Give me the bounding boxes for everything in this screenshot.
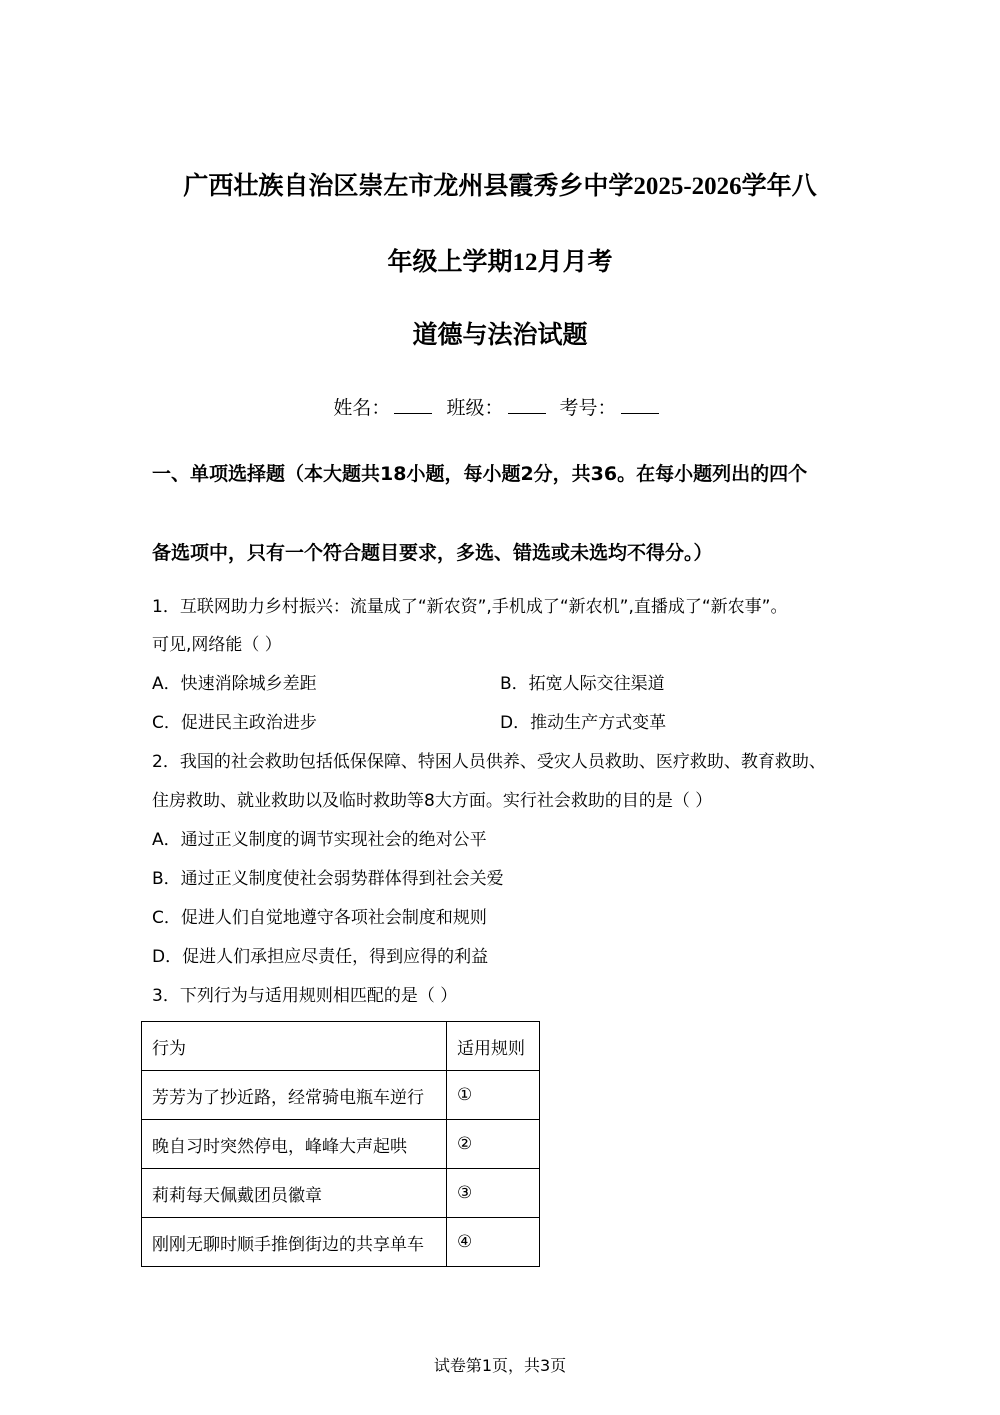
table-cell: ③ bbox=[447, 1169, 540, 1218]
q3-stem: 3．下列行为与适用规则相匹配的是（ ） bbox=[152, 986, 458, 1006]
table-row bbox=[142, 1169, 540, 1218]
exam-title-line1: 广西壮族自治区崇左市龙州县霞秀乡中学2025-2026学年八 bbox=[183, 173, 817, 200]
q3-table bbox=[141, 1021, 540, 1267]
q2-option-a: A．通过正义制度的调节实现社会的绝对公平 bbox=[152, 830, 487, 850]
table-cell: 晚自习时突然停电，峰峰大声起哄 bbox=[142, 1120, 447, 1169]
q1-option-b: B．拓宽人际交往渠道 bbox=[500, 674, 665, 694]
table-header-cell: 适用规则 bbox=[447, 1022, 540, 1071]
table-cell: 芳芳为了抄近路，经常骑电瓶车逆行 bbox=[142, 1071, 447, 1120]
table-cell: ④ bbox=[447, 1218, 540, 1267]
table-header-cell: 行为 bbox=[142, 1022, 447, 1071]
q1-stem-line1: 1．互联网助力乡村振兴：流量成了“新农资”,手机成了“新农机”,直播成了“新农事”。 bbox=[152, 597, 788, 617]
q1-option-d: D．推动生产方式变革 bbox=[500, 713, 667, 733]
q2-option-d: D．促进人们承担应尽责任，得到应得的利益 bbox=[152, 947, 489, 967]
table-cell: ② bbox=[447, 1120, 540, 1169]
q1-option-c: C．促进民主政治进步 bbox=[152, 713, 317, 733]
q1-stem-line2: 可见,网络能（ ） bbox=[152, 635, 282, 655]
table-cell: 莉莉每天佩戴团员徽章 bbox=[142, 1169, 447, 1218]
exam-no-blank bbox=[621, 395, 659, 414]
q2-option-b: B．通过正义制度使社会弱势群体得到社会关爱 bbox=[152, 869, 504, 889]
q2-option-c: C．促进人们自觉地遵守各项社会制度和规则 bbox=[152, 908, 487, 928]
table-row bbox=[142, 1218, 540, 1267]
student-info bbox=[0, 395, 1000, 420]
table-header-row bbox=[142, 1022, 540, 1071]
table-cell: ① bbox=[447, 1071, 540, 1120]
name-blank bbox=[394, 395, 432, 414]
exam-title-line2: 年级上学期12月月考 bbox=[387, 249, 613, 276]
table-row bbox=[142, 1120, 540, 1169]
section-heading-line1: 一、单项选择题（本大题共18小题，每小题2分，共36。在每小题列出的四个 bbox=[152, 463, 808, 485]
class-blank bbox=[508, 395, 546, 414]
name-label: 姓名： bbox=[333, 397, 391, 419]
table-row bbox=[142, 1071, 540, 1120]
q2-stem-line1: 2．我国的社会救助包括低保保障、特困人员供养、受灾人员救助、医疗救助、教育救助、 bbox=[152, 752, 826, 772]
class-label: 班级： bbox=[446, 397, 504, 419]
subject-title: 道德与法治试题 bbox=[412, 322, 588, 349]
exam-no-label: 考号： bbox=[559, 397, 617, 419]
q2-stem-line2: 住房救助、就业救助以及临时救助等8大方面。实行社会救助的目的是（ ） bbox=[152, 791, 713, 811]
q1-option-a: A．快速消除城乡差距 bbox=[152, 674, 317, 694]
page-footer: 试卷第1页，共3页 bbox=[433, 1356, 567, 1375]
table-cell: 刚刚无聊时顺手推倒街边的共享单车 bbox=[142, 1218, 447, 1267]
section-heading-line2: 备选项中，只有一个符合题目要求，多选、错选或未选均不得分。） bbox=[152, 542, 713, 564]
